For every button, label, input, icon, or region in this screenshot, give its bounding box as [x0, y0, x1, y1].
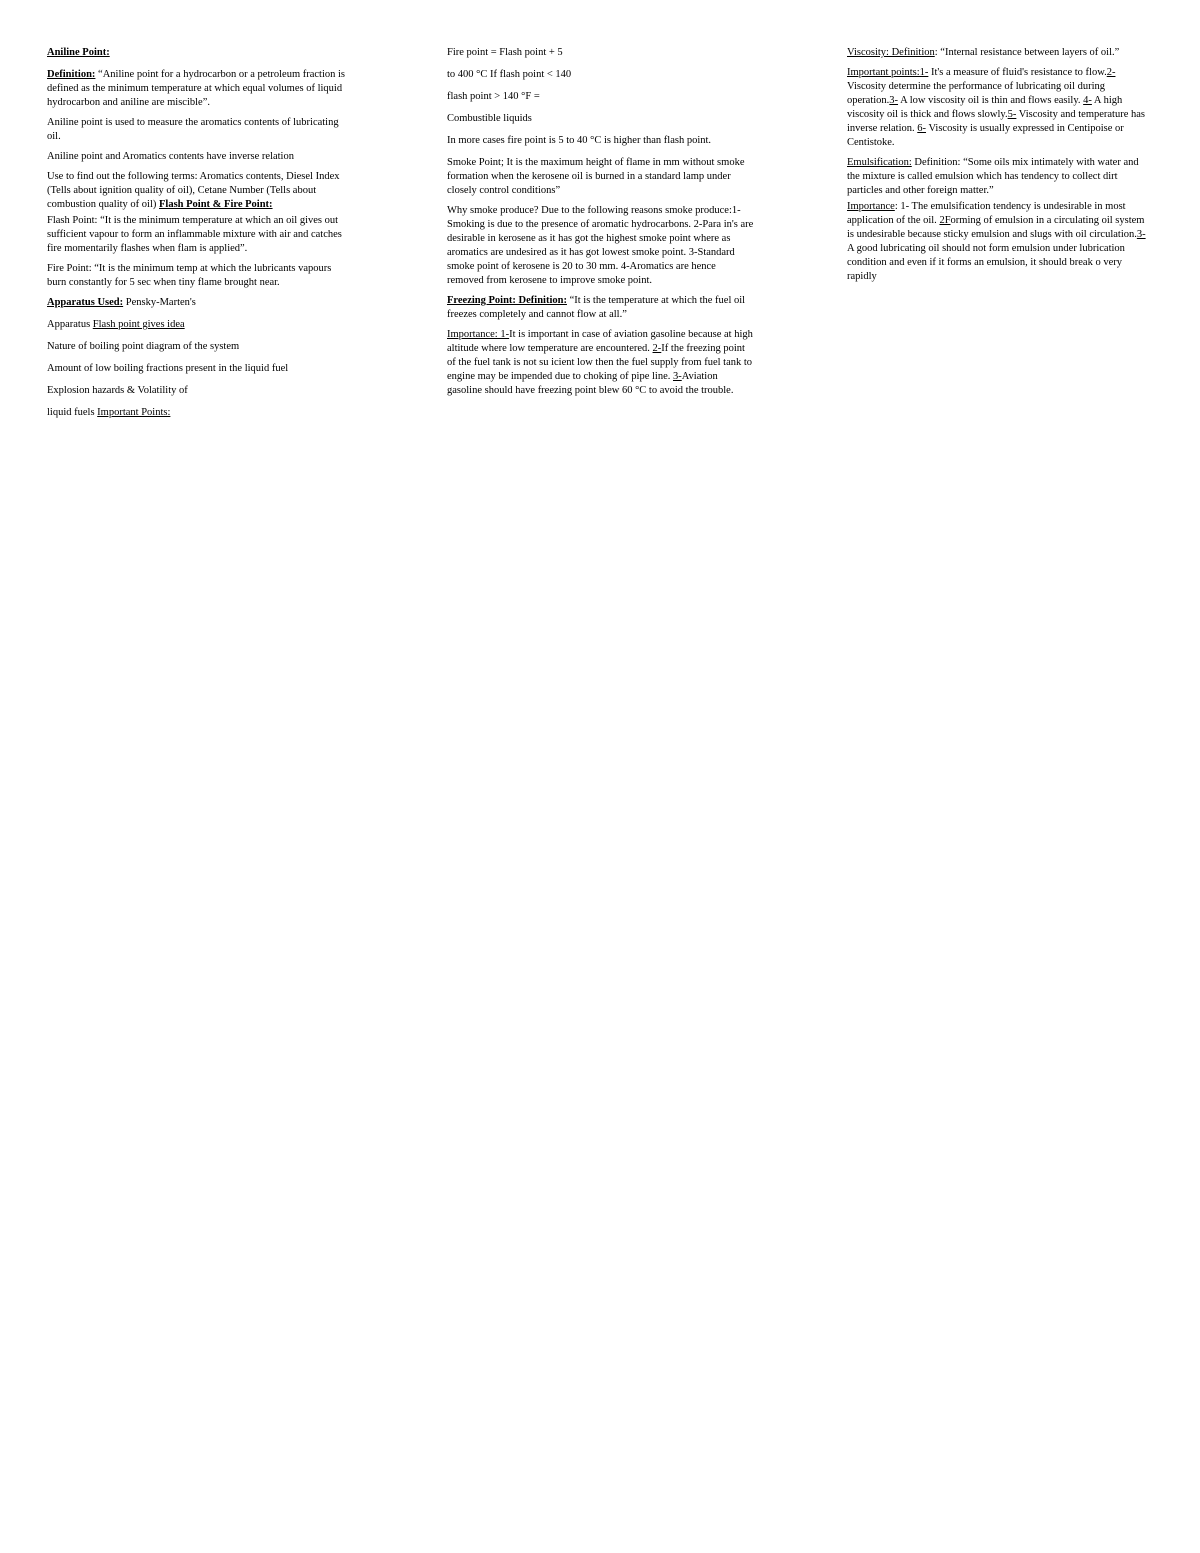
paragraph-emulsification-definition — [847, 156, 1152, 198]
paragraph-viscosity-definition — [847, 46, 1152, 60]
freezing-text: “It is the temperature at which the fuel oil freezes completely and cannot flow at all.” — [447, 295, 746, 320]
ip-text-3: A low viscosity oil is thin and flows easily. — [898, 95, 1084, 106]
paragraph-apparatus-used — [47, 296, 352, 310]
ip-number-5: 5- — [1007, 109, 1017, 120]
ip-number-2: 2- — [1106, 67, 1116, 78]
paragraph-amount-low-boiling: Amount of low boiling fractions present in the liquid fuel — [47, 363, 289, 374]
importance-number-3: 3- — [672, 371, 682, 382]
emulsification-label: Emulsification: — [847, 157, 912, 168]
importance-number-2: 2- — [652, 343, 662, 354]
column-fire-smoke-freezing — [447, 46, 755, 404]
paragraph-flash-point: Flash Point: “It is the minimum temperature at which an oil gives out sufficient vapour to form an inflammable mixture with air and catches fire momentarily flashes when flam is applied”. — [47, 215, 342, 254]
importance-text-2: If the freezing point of the fuel tank is not su icient low then the fuel supply from fuel tank to engine may be impended due to choking of pipe line. — [447, 343, 753, 382]
paragraph-aniline-definition — [47, 68, 352, 110]
paragraph-why-smoke: Why smoke produce? Due to the following reasons smoke produce:1- Smoking is due to the presence of aromatic hydrocarbons. 2-Para in's are desirable in kerosene as it has got the highest smoke point where as aromatics are undesired as it has got lowest smoke point. 3-Standard smoke point of kerosene is 20 to 30 mm. 4-Aromatics are hence removed from kerosene to improve smoke point. — [447, 205, 754, 286]
paragraph-flash-140: flash point > 140 °F = — [447, 91, 540, 102]
paragraph-gives-idea — [47, 318, 352, 332]
emulsification-importance-number-3: 3- — [1136, 229, 1146, 240]
heading-aniline-point — [47, 46, 352, 60]
ip-text-1: It's a measure of fluid's resistance to flow. — [928, 67, 1107, 78]
apparatus-label: Apparatus Used: — [47, 297, 124, 308]
emulsification-importance-label: Importance — [847, 201, 895, 212]
emulsification-text: Definition: “Some oils mix intimately with water and the mixture is called emulsion which has tendency to collect dirt particles and other foreign matter.” — [847, 157, 1139, 196]
paragraph-more-cases: In more cases fire point is 5 to 40 °C is higher than flash point. — [447, 135, 712, 146]
ip-number-6: 6- — [917, 123, 927, 134]
ip-text-6: Viscosity is usually expressed in Centipoise or Centistoke. — [847, 123, 1124, 148]
viscosity-text: : “Internal resistance between layers of oil.” — [934, 47, 1120, 58]
paragraph-aniline-use — [47, 170, 352, 212]
ip-text-5: Viscosity and temperature has inverse relation. — [847, 109, 1145, 134]
ip-number-4: 4- — [1083, 95, 1092, 106]
ip-text-4: A high viscosity oil is thick and flows slowly. — [847, 95, 1123, 120]
liquid-prefix: liquid fuels — [47, 407, 98, 418]
column-viscosity-emulsification — [847, 46, 1152, 290]
freezing-label: Freezing Point: Definition: — [447, 295, 567, 306]
paragraph-to-400: to 400 °C If flash point < 140 — [447, 69, 572, 80]
ip-number-3: 3- — [889, 95, 899, 106]
apparatus-text: Pensky-Marten's — [123, 297, 196, 308]
important-points-label: Important points:1- — [847, 67, 929, 78]
paragraph-emulsification-importance — [847, 200, 1152, 284]
paragraph-freezing-importance — [447, 328, 755, 398]
paragraph-fire-equation: Fire point = Flash point + 5 — [447, 47, 563, 58]
paragraph-viscosity-important-points — [847, 66, 1152, 150]
emulsification-importance-text-2: orming of emulsion in a circulating oil system is undesirable because sticky emulsion and slugs with oil circulation. — [847, 215, 1145, 240]
important-points-label: Important Points: — [97, 407, 171, 418]
paragraph-combustible: Combustible liquids — [447, 113, 532, 124]
importance-text-1: It is important in case of aviation gasoline because at high altitude where low temperature are encountered. — [447, 329, 753, 354]
definition-label: Definition: — [47, 69, 96, 80]
paragraph-liquid-fuels — [47, 406, 352, 420]
definition-text: “Aniline point for a hydrocarbon or a petroleum fraction is defined as the minimum temperature at which equal volumes of liquid hydrocarbon and aniline are miscible”. — [47, 69, 346, 108]
gives-idea-label: Flash point gives idea — [92, 319, 185, 330]
viscosity-label: Viscosity: Definition — [847, 47, 935, 58]
importance-text-3: Aviation gasoline should have freezing point blew 60 °C to avoid the trouble. — [447, 371, 734, 396]
paragraph-aniline-inverse: Aniline point and Aromatics contents have inverse relation — [47, 151, 294, 162]
column-aniline-flash-point — [47, 46, 352, 426]
importance-label: Importance: 1- — [447, 329, 510, 340]
paragraph-nature-boiling: Nature of boiling point diagram of the system — [47, 341, 240, 352]
flash-fire-heading: Flash Point & Fire Point: — [159, 199, 273, 210]
paragraph-fire-point: Fire Point: “It is the minimum temp at which the lubricants vapours burn constantly for 5 sec when tiny flame brought near. — [47, 263, 332, 288]
paragraph-smoke-point: Smoke Point; It is the maximum height of flame in mm without smoke formation when the kerosene oil is burned in a standard lamp under closely control conditions” — [447, 157, 745, 196]
use-text: Use to find out the following terms: Aromatics contents, Diesel Index (Tells about ignition quality of oil), Cetane Number (Tells about combustion quality of oil) — [47, 171, 340, 210]
gives-idea-prefix: Apparatus — [47, 319, 93, 330]
emulsification-importance-text-1: : 1- The emulsification tendency is undesirable in most application of the oil. — [847, 201, 1126, 226]
ip-text-2: Viscosity determine the performance of lubricating oil during operation. — [847, 81, 1105, 106]
paragraph-explosion-hazards: Explosion hazards & Volatility of — [47, 385, 188, 396]
emulsification-importance-text-3: A good lubricating oil should not form emulsion under lubrication condition and even if it forms an emulsion, it should break o very rapidly — [847, 243, 1125, 282]
paragraph-freezing-point — [447, 294, 755, 322]
paragraph-aniline-measure: Aniline point is used to measure the aromatics contents of lubricating oil. — [47, 117, 339, 142]
aniline-heading: Aniline Point: — [47, 47, 110, 58]
emulsification-importance-number-2: 2F — [939, 215, 951, 226]
